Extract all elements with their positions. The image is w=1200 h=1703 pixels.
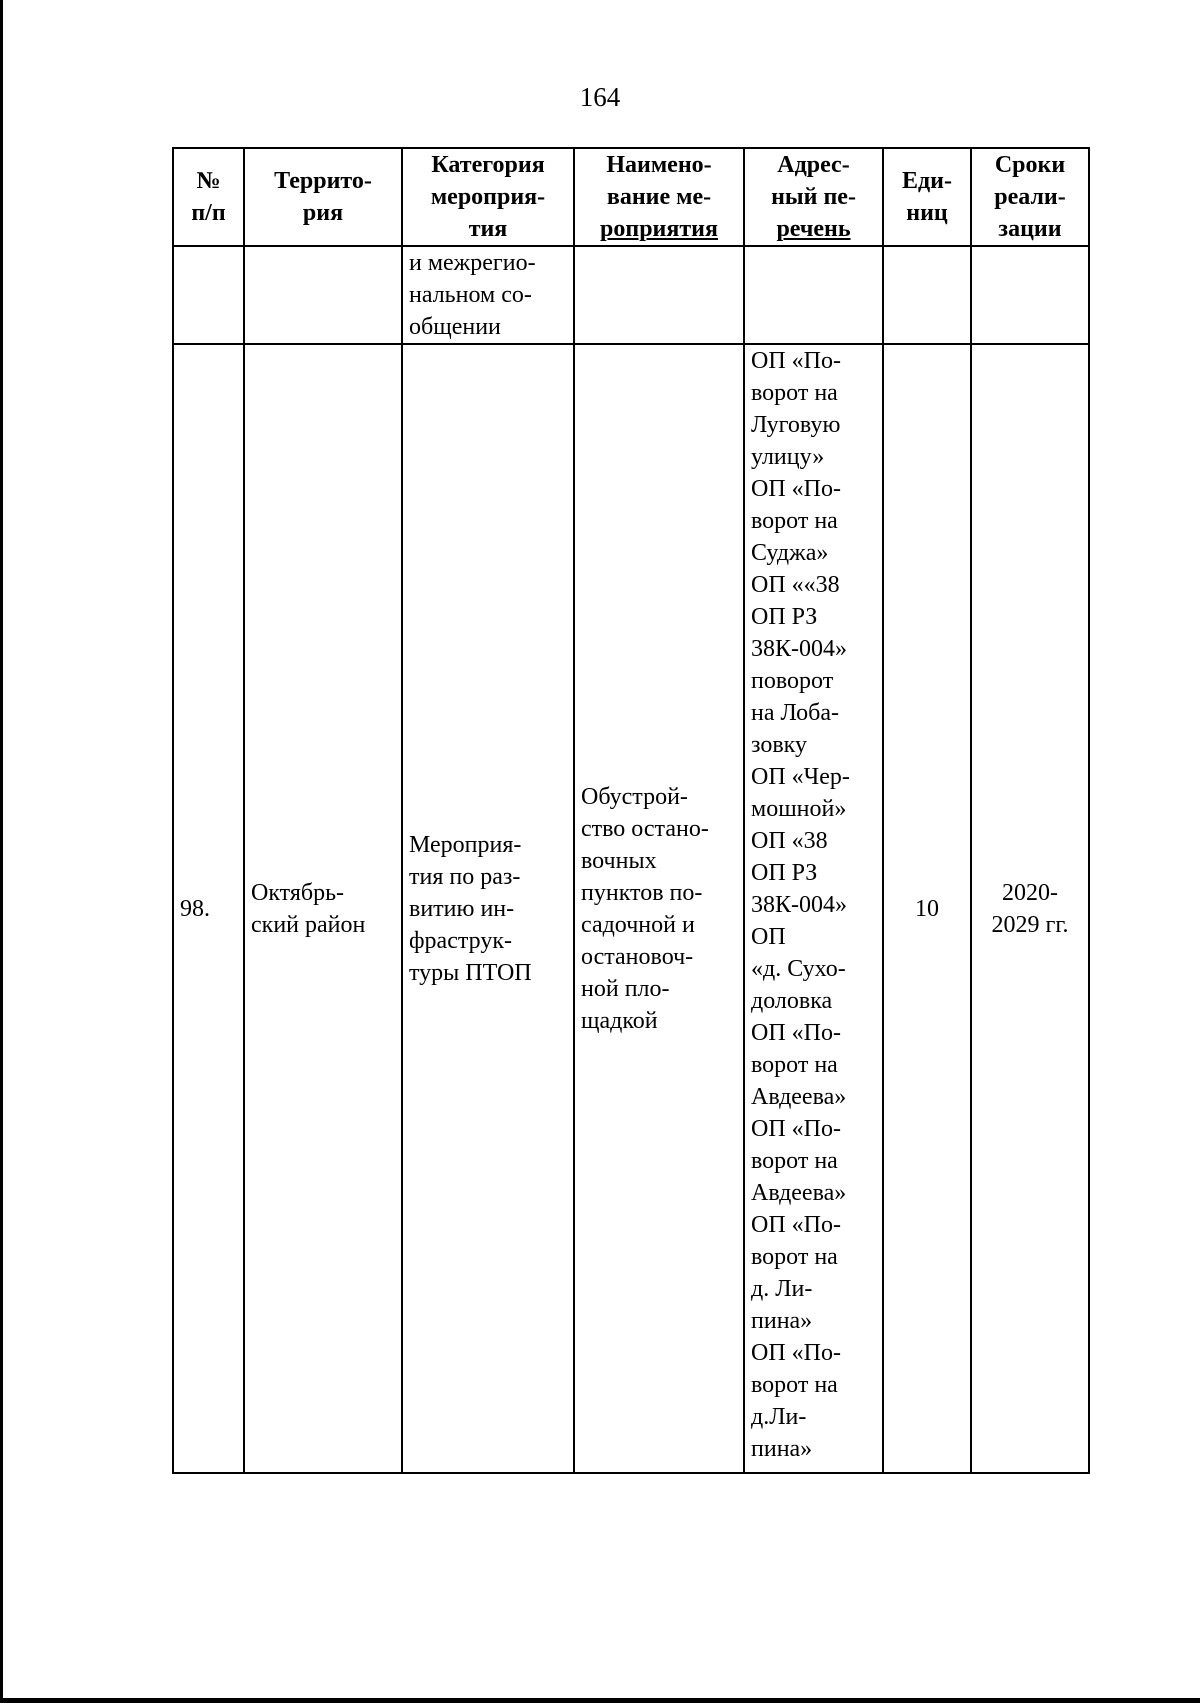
cell-period: 2020- 2029 гг. (971, 344, 1089, 1473)
cell-category: и межрегио- нальном со- общении (402, 246, 574, 344)
table-row-continuation (173, 246, 1089, 344)
header-address: Адрес- ный пе- речень (744, 148, 883, 246)
cell-units: 10 (883, 344, 971, 1473)
scan-edge-bottom (0, 1698, 1200, 1703)
cell-number: 98. (173, 344, 244, 1473)
header-number: № п/п (173, 148, 244, 246)
page-number: 164 (579, 82, 621, 112)
cell-period (971, 246, 1089, 344)
cell-name (574, 246, 744, 344)
header-territory: Террито- рия (244, 148, 402, 246)
table-row-98 (173, 344, 1089, 1473)
cell-units (883, 246, 971, 344)
cell-name: Обустрой- ство остано- вочных пунктов по- садочной и остановоч- ной пло- щадкой (574, 344, 744, 1473)
header-name: Наимено- вание ме- роприятия (574, 148, 744, 246)
table-header-row (173, 148, 1089, 246)
cell-territory (244, 246, 402, 344)
scan-edge-left (0, 0, 3, 1703)
header-period: Сроки реали- зации (971, 148, 1089, 246)
cell-number (173, 246, 244, 344)
events-table (172, 147, 1090, 1474)
cell-address: ОП «По- ворот на Луговую улицу» ОП «По- ворот на Суджа» ОП ««38 ОП РЗ 38К-004» поворот на Лоба- зовку ОП «Чер- мошной» ОП «38 ОП РЗ 38К-004» ОП «д. Сухо- доловка ОП «По- ворот на Авдеева» ОП «По- ворот на Авдеева» ОП «По- ворот на д. Ли- пина» ОП «По- ворот на д.Ли- пина» (744, 344, 883, 1473)
cell-territory: Октябрь- ский район (244, 344, 402, 1473)
header-units: Еди- ниц (883, 148, 971, 246)
header-category: Категория мероприя- тия (402, 148, 574, 246)
cell-address (744, 246, 883, 344)
cell-category: Мероприя- тия по раз- витию ин- фраструк- туры ПТОП (402, 344, 574, 1473)
